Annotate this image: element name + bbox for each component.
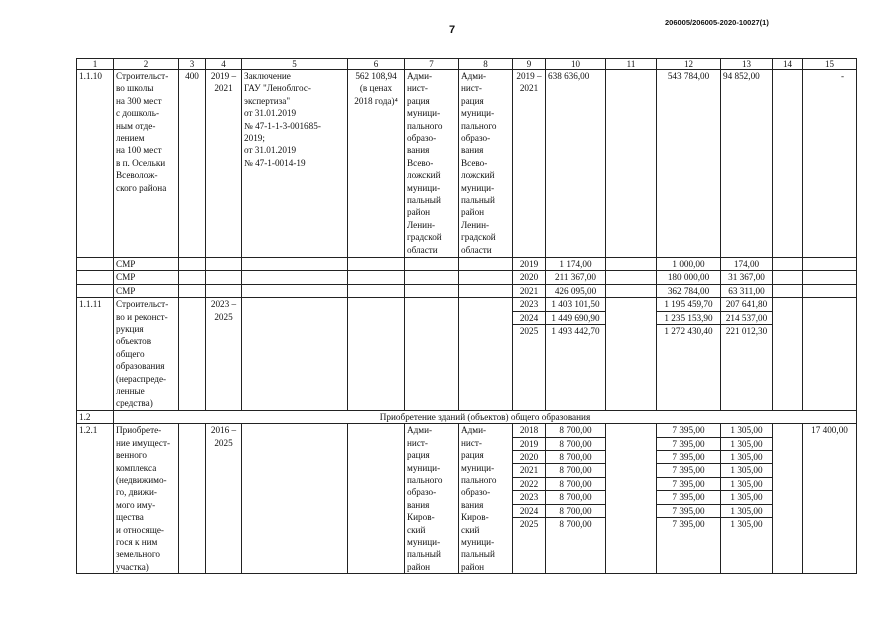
total-amount: 8 700,00 bbox=[546, 478, 605, 491]
executor: Адми- нист- рация муници- пального образо- вания Всево- ложский муници- пальный район Ленин- градской области bbox=[459, 70, 513, 258]
col-12-amount: 1 235 153,90 bbox=[657, 312, 720, 325]
table-row bbox=[77, 424, 857, 574]
header-cell: 11 bbox=[606, 59, 657, 70]
col-13-amount: 1 305,00 bbox=[721, 478, 772, 491]
col-14 bbox=[773, 70, 803, 258]
section-number: 1.2 bbox=[77, 410, 114, 423]
col-13-amount: 1 305,00 bbox=[721, 491, 772, 504]
total-amount: 1 449 690,90 bbox=[546, 312, 605, 325]
work-type: СМР bbox=[114, 284, 179, 297]
work-type: СМР bbox=[114, 258, 179, 271]
year: 2020 bbox=[513, 451, 545, 464]
total-amount: 1 174,00 bbox=[546, 258, 606, 271]
section-title: Приобретение зданий (объектов) общего образования bbox=[114, 410, 857, 423]
total-amount-list bbox=[546, 424, 606, 574]
year: 2020 bbox=[513, 271, 546, 284]
total-amount: 211 367,00 bbox=[546, 271, 606, 284]
column-number-header bbox=[77, 59, 857, 70]
col-12-amount: 7 395,00 bbox=[657, 505, 720, 518]
total-amount: 1 403 101,50 bbox=[546, 298, 605, 311]
executor: Адми- нист- рация муници- пального образо- вания Киров- ский муници- пальный район bbox=[459, 424, 513, 574]
header-cell: 1 bbox=[77, 59, 114, 70]
customer: Адми- нист- рация муници- пального образо- вания Киров- ский муници- пальный район bbox=[405, 424, 459, 574]
year: 2023 bbox=[513, 491, 545, 504]
row-number: 1.1.11 bbox=[77, 298, 114, 411]
total-amount-list bbox=[546, 298, 606, 411]
col-13-amount: 1 305,00 bbox=[721, 505, 772, 518]
year: 2019 bbox=[513, 258, 546, 271]
header-cell: 5 bbox=[242, 59, 348, 70]
total-amount: 8 700,00 bbox=[559, 519, 592, 530]
year: 2025 bbox=[519, 519, 539, 530]
header-cell: 2 bbox=[114, 59, 179, 70]
period: 2019 – 2021 bbox=[206, 70, 242, 258]
total-amount: 8 700,00 bbox=[546, 505, 605, 518]
year: 2021 bbox=[513, 464, 545, 477]
col-12-amount: 7 395,00 bbox=[672, 519, 705, 530]
col-12-amount: 180 000,00 bbox=[657, 271, 721, 284]
col-13-amount: 1 305,00 bbox=[721, 451, 772, 464]
header-cell: 15 bbox=[803, 59, 857, 70]
col-13-amount-list bbox=[721, 424, 773, 574]
total-amount: 8 700,00 bbox=[546, 424, 605, 437]
total-amount: 1 493 442,70 bbox=[551, 326, 600, 336]
header-cell: 12 bbox=[657, 59, 721, 70]
estimated-cost: 562 108,94 (в ценах 2018 года)⁴ bbox=[348, 70, 405, 258]
col-13-amount: 1 305,00 bbox=[721, 464, 772, 477]
header-cell: 14 bbox=[773, 59, 803, 70]
row-number: 1.1.10 bbox=[77, 70, 114, 258]
year: 2019 bbox=[513, 438, 545, 451]
table-row bbox=[77, 298, 857, 411]
col-13-amount: 1 305,00 bbox=[721, 424, 772, 437]
col-15-amount: - bbox=[803, 70, 857, 258]
header-cell: 10 bbox=[546, 59, 606, 70]
document-id: 206005/206005-2020-10027(1) bbox=[665, 18, 769, 27]
total-amount: 8 700,00 bbox=[546, 464, 605, 477]
header-cell: 13 bbox=[721, 59, 773, 70]
year: 2018 bbox=[513, 424, 545, 437]
total-amount: 426 095,00 bbox=[546, 284, 606, 297]
years-list bbox=[513, 424, 546, 574]
total-amount: 8 700,00 bbox=[546, 438, 605, 451]
col-13-amount: 94 852,00 bbox=[721, 70, 773, 258]
section-row bbox=[77, 410, 857, 423]
row-number: 1.2.1 bbox=[77, 424, 114, 574]
header-cell: 6 bbox=[348, 59, 405, 70]
col-13-amount: 214 537,00 bbox=[721, 312, 772, 325]
year: 2023 bbox=[513, 298, 545, 311]
col-12-amount: 7 395,00 bbox=[657, 478, 720, 491]
col-13-amount: 207 641,80 bbox=[721, 298, 772, 311]
col-15-amount: 17 400,00 bbox=[803, 424, 857, 574]
col-13-amount: 1 305,00 bbox=[721, 438, 772, 451]
header-cell: 3 bbox=[179, 59, 206, 70]
col-13-amount: 63 311,00 bbox=[721, 284, 773, 297]
col-12-amount: 7 395,00 bbox=[657, 424, 720, 437]
period: 2023 – 2025 bbox=[206, 298, 242, 411]
total-amount: 638 636,00 bbox=[546, 70, 606, 258]
header-cell: 4 bbox=[206, 59, 242, 70]
period: 2016 – 2025 bbox=[206, 424, 242, 574]
total-amount: 8 700,00 bbox=[546, 451, 605, 464]
capacity: 400 bbox=[179, 70, 206, 258]
year: 2024 bbox=[513, 312, 545, 325]
object-name: Строительст- во школы на 300 мест с дошколь- ным отде- лением на 100 мест в п. Осельки Всеволож- ского района bbox=[114, 70, 179, 258]
object-name: Приобрете- ние имущест- венного комплекса (недвижимо- го, движи- мого иму- щества и относяще- гося к ним земельного участка) bbox=[114, 424, 179, 574]
col-12-amount: 1 272 430,40 bbox=[664, 326, 713, 336]
years: 2019 – 2021 bbox=[513, 70, 546, 258]
header-cell: 8 bbox=[459, 59, 513, 70]
col-13-amount: 174,00 bbox=[721, 258, 773, 271]
years-list bbox=[513, 298, 546, 411]
customer: Адми- нист- рация муници- пального образо- вания Всево- ложский муници- пальный район Ленин- градской области bbox=[405, 70, 459, 258]
col-13-amount: 221 012,30 bbox=[725, 326, 768, 336]
table-row bbox=[77, 258, 857, 271]
col-11 bbox=[606, 70, 657, 258]
col-12-amount: 1 000,00 bbox=[657, 258, 721, 271]
expert-conclusion: Заключение ГАУ "Леноблгос- экспертиза" от 31.01.2019 № 47-1-1-3-001685- 2019; от 31.01.2019 № 47-1-0014-19 bbox=[242, 70, 348, 258]
col-12-amount: 543 784,00 bbox=[657, 70, 721, 258]
page-number: 7 bbox=[449, 24, 456, 36]
table-row bbox=[77, 271, 857, 284]
year: 2022 bbox=[513, 478, 545, 491]
table-row bbox=[77, 284, 857, 297]
col-12-amount: 7 395,00 bbox=[657, 451, 720, 464]
header-cell: 7 bbox=[405, 59, 459, 70]
col-12-amount: 7 395,00 bbox=[657, 491, 720, 504]
year: 2021 bbox=[513, 284, 546, 297]
col-13-amount-list bbox=[721, 298, 773, 411]
object-name: Строительст- во и реконст- рукция объектов общего образования (нераспреде- ленные средства) bbox=[114, 298, 179, 411]
year: 2025 bbox=[519, 326, 539, 336]
col-12-amount: 7 395,00 bbox=[657, 464, 720, 477]
total-amount: 8 700,00 bbox=[546, 491, 605, 504]
col-12-amount: 362 784,00 bbox=[657, 284, 721, 297]
year: 2024 bbox=[513, 505, 545, 518]
col-12-amount-list bbox=[657, 424, 721, 574]
col-12-amount: 1 195 459,70 bbox=[657, 298, 720, 311]
col-13-amount: 31 367,00 bbox=[721, 271, 773, 284]
work-type: СМР bbox=[114, 271, 179, 284]
col-12-amount-list bbox=[657, 298, 721, 411]
budget-table bbox=[76, 58, 857, 574]
header-cell: 9 bbox=[513, 59, 546, 70]
table-row bbox=[77, 70, 857, 258]
col-13-amount: 1 305,00 bbox=[730, 519, 763, 530]
col-12-amount: 7 395,00 bbox=[657, 438, 720, 451]
